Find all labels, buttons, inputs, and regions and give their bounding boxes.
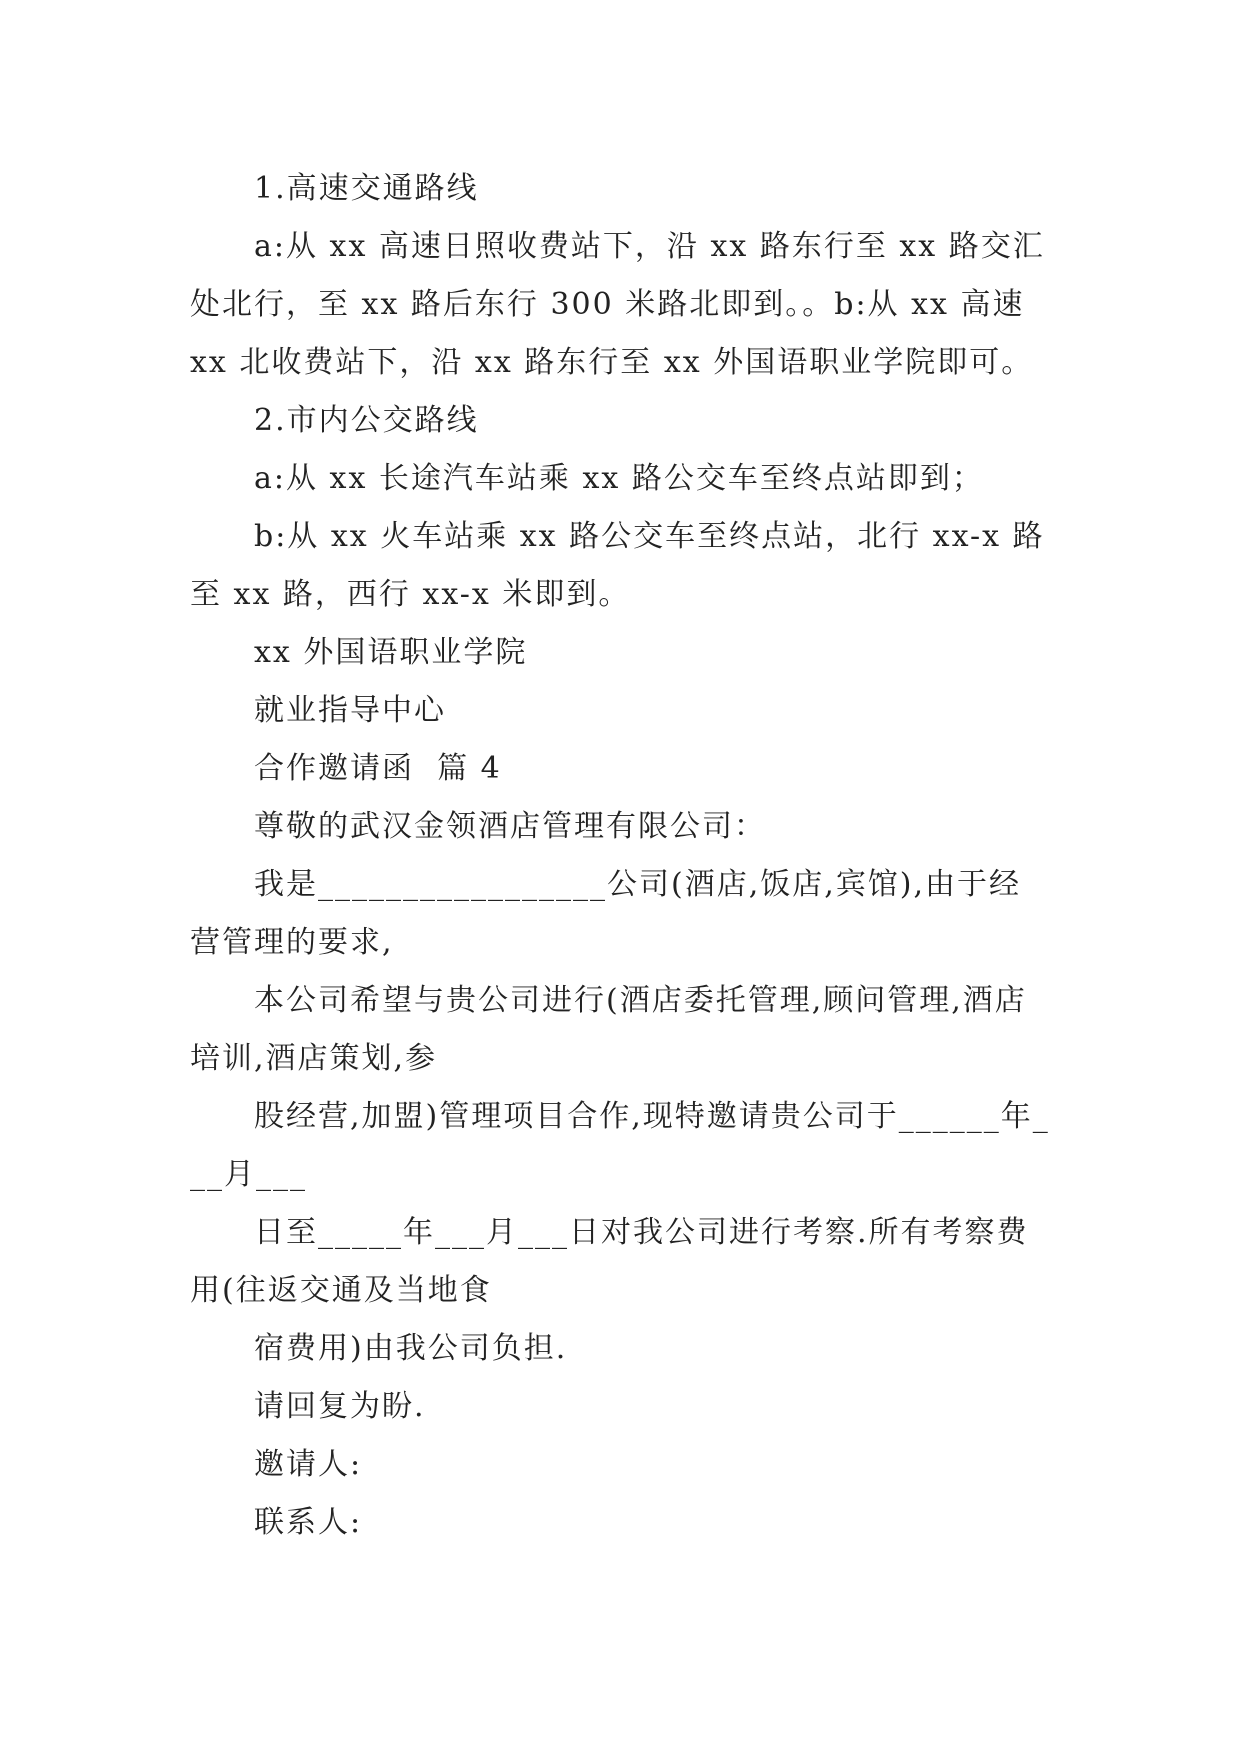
paragraph: 2.市内公交路线	[254, 403, 479, 438]
paragraph: 股经营,加盟)管理项目合作,现特邀请贵公司于______年___月___	[190, 1099, 1050, 1192]
paragraph: b:从 xx 火车站乘 xx 路公交车至终点站，北行 xx-x 路至 xx 路，西行 xx-x 米即到。	[190, 519, 1045, 612]
paragraph: 请回复为盼.	[254, 1389, 426, 1424]
paragraph: 本公司希望与贵公司进行(酒店委托管理,顾问管理,酒店培训,酒店策划,参	[190, 983, 1027, 1076]
paragraph: 日至_____年___月___日对我公司进行考察.所有考察费用(往返交通及当地食	[190, 1215, 1029, 1308]
paragraph: 合作邀请函 篇 4	[254, 751, 502, 786]
paragraph: 联系人:	[254, 1505, 363, 1540]
paragraph: 尊敬的武汉金领酒店管理有限公司：	[254, 809, 766, 844]
paragraph: 邀请人:	[254, 1447, 363, 1482]
paragraph: xx 外国语职业学院	[254, 635, 528, 670]
paragraph: 1.高速交通路线	[254, 171, 479, 206]
paragraph: 宿费用)由我公司负担.	[254, 1331, 568, 1366]
document-body	[190, 160, 1050, 1552]
paragraph: 我是_________________公司(酒店,饭店,宾馆),由于经营管理的要求,	[190, 867, 1022, 960]
paragraph: a:从 xx 高速日照收费站下，沿 xx 路东行至 xx 路交汇处北行，至 xx 路后东行 300 米路北即到。。b:从 xx 高速 xx 北收费站下，沿 xx 路东行至 xx 外国语职业学院即可。	[190, 229, 1045, 380]
paragraph: 就业指导中心	[254, 693, 446, 728]
paragraph: a:从 xx 长途汽车站乘 xx 路公交车至终点站即到；	[254, 461, 984, 496]
